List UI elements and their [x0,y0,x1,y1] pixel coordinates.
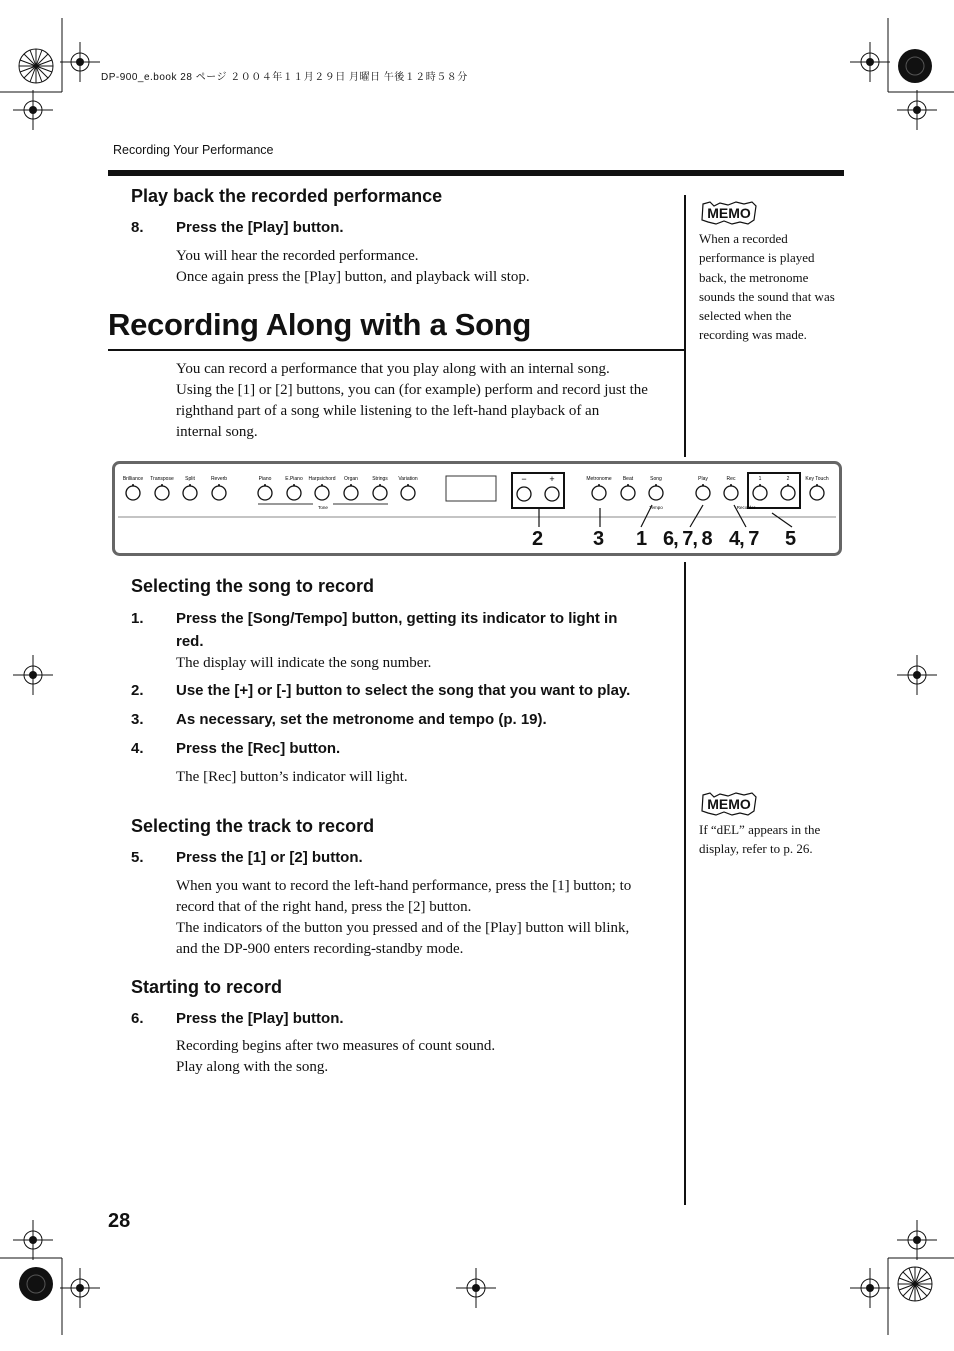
panel-button-label: Transpose [150,476,174,482]
heading-select-song: Selecting the song to record [131,576,375,596]
tone-label: Tone [318,505,328,510]
panel-indicator [218,484,220,486]
panel-indicator [816,484,818,486]
panel-button-label: Piano [258,476,272,482]
step-text: Use the [+] or [-] button to select the song that you want to play. [176,682,631,699]
body-line: record that of the right hand, press the [2] button. [176,899,472,915]
panel-indicator [189,484,191,486]
panel-indicator [407,484,409,486]
panel-button [155,486,169,500]
panel-indicator [598,484,600,486]
panel-indicator [627,484,629,486]
memo-note [699,229,857,345]
panel-button-label: − [521,474,527,484]
panel-indicator [161,484,163,486]
step-text: Press the [Song/Tempo] button, getting its indicator to light in [176,610,618,627]
body-text: You will hear the recorded performance. [176,248,419,264]
panel-button-label: Organ [344,476,358,482]
callout-4-7: 4, 7 [729,528,759,550]
callout-6-7-8: 6, 7, 8 [663,528,712,550]
panel-button [753,486,767,500]
heading-start-record: Starting to record [131,977,283,997]
step-number: 4. [131,740,144,757]
memo-line: When a recorded [699,231,788,246]
callout-1: 1 [636,528,648,550]
body-line: and the DP-900 enters recording-standby mode. [176,941,464,957]
callout-5: 5 [785,528,797,550]
memo-line: If “dEL” appears in the [699,822,821,837]
heading-select-track: Selecting the track to record [131,816,375,836]
callout-2: 2 [532,528,544,550]
callout-3: 3 [593,528,605,550]
body-line: When you want to record the left-hand performance, press the [1] button; to [176,878,632,894]
step-number: 5. [131,849,144,866]
intro-paragraph [176,359,676,443]
memo-note [699,820,857,859]
panel-indicator [787,484,789,486]
memo-line: display, refer to p. 26. [699,841,813,857]
step-number: 6. [131,1010,144,1027]
tempo-label: Tempo [649,505,663,510]
panel-indicator [350,484,352,486]
panel-button-label: E.Piano [285,476,303,482]
panel-button [344,486,358,500]
panel-indicator [379,484,381,486]
panel-indicator [730,484,732,486]
panel-button-label: Song [650,476,662,482]
panel-button [212,486,226,500]
panel-button-label: Strings [372,476,388,482]
recorder-label: Recorder [736,505,756,510]
panel-button [258,486,272,500]
panel-button [781,486,795,500]
body-text: The display will indicate the song number. [176,655,432,671]
panel-indicator [132,484,134,486]
panel-button-label: Reverb [210,476,228,482]
body-line: The indicators of the button you pressed and of the [Play] button will blink, [176,920,630,936]
memo-icon [700,200,758,231]
panel-button-label: Harpsichord [308,476,336,482]
memo-label: MEMO [707,205,751,221]
body-text: Once again press the [Play] button, and playback will stop. [176,269,530,285]
panel-indicator [293,484,295,486]
panel-button-label: Rec [726,476,736,482]
memo-icon [700,791,758,822]
panel-button-label: Beat [622,476,634,482]
display-window [446,476,496,501]
panel-indicator [759,484,761,486]
panel-button [183,486,197,500]
page-number: 28 [108,1210,131,1232]
step-text: red. [176,633,204,650]
panel-button [287,486,301,500]
memo-line: sounds the sound that was [699,288,835,304]
step-text: Press the [Play] button. [176,219,344,236]
panel-button [696,486,710,500]
memo-line: selected when the [699,308,792,324]
step-text: Press the [Play] button. [176,1010,344,1027]
panel-button [517,487,531,501]
running-head: Recording Your Performance [113,143,274,157]
title-rule [108,349,686,351]
step-number: 8. [131,219,144,236]
panel-button [545,487,559,501]
body-text: The [Rec] button’s indicator will light. [176,769,408,785]
panel-button-label: Play [698,476,708,482]
file-header: DP-900_e.book 28 ページ ２００４年１１月２９日 月曜日 午後１２時５８分 [101,72,468,83]
panel-indicator [655,484,657,486]
panel-button [315,486,329,500]
column-rule [684,562,686,1205]
heading-playback: Play back the recorded performance [131,186,443,206]
panel-indicator [702,484,704,486]
step-number: 1. [131,610,144,627]
panel-button-label: Variation [398,476,418,482]
panel-button [649,486,663,500]
step-text: Press the [1] or [2] button. [176,849,363,866]
panel-button [810,486,824,500]
panel-button-label: + [549,474,555,484]
panel-button-label: 2 [786,476,790,482]
memo-line: performance is played [699,250,815,266]
panel-button-label: Split [185,476,195,482]
body-text: Play along with the song. [176,1059,329,1075]
intro-line: Using the [1] or [2] buttons, you can (for example) perform and record just the [176,382,648,398]
intro-line: You can record a performance that you play along with an internal song. [176,361,610,377]
step-number: 3. [131,711,144,728]
top-rule [108,170,844,176]
track-paragraph [176,876,676,960]
memo-line: recording was made. [699,327,807,343]
panel-button-label: Metronome [586,476,612,482]
page-title: Recording Along with a Song [108,307,532,342]
memo-label: MEMO [707,796,751,812]
panel-button-label: Key Touch [805,476,829,482]
panel-indicator [321,484,323,486]
step-number: 2. [131,682,144,699]
column-rule [684,195,686,457]
memo-line: back, the metronome [699,269,809,285]
panel-button [724,486,738,500]
panel-button [401,486,415,500]
panel-button [126,486,140,500]
step-text: Press the [Rec] button. [176,740,341,757]
panel-button [621,486,635,500]
panel-button [592,486,606,500]
body-text: Recording begins after two measures of count sound. [176,1038,496,1054]
panel-button [373,486,387,500]
panel-button-label: 1 [758,476,762,482]
intro-line: internal song. [176,424,258,440]
step-text: As necessary, set the metronome and tempo (p. 19). [176,711,547,728]
panel-button-label: Brilliance [122,476,144,482]
intro-line: righthand part of a song while listening to the left-hand playback of an [176,403,600,419]
panel-indicator [264,484,266,486]
